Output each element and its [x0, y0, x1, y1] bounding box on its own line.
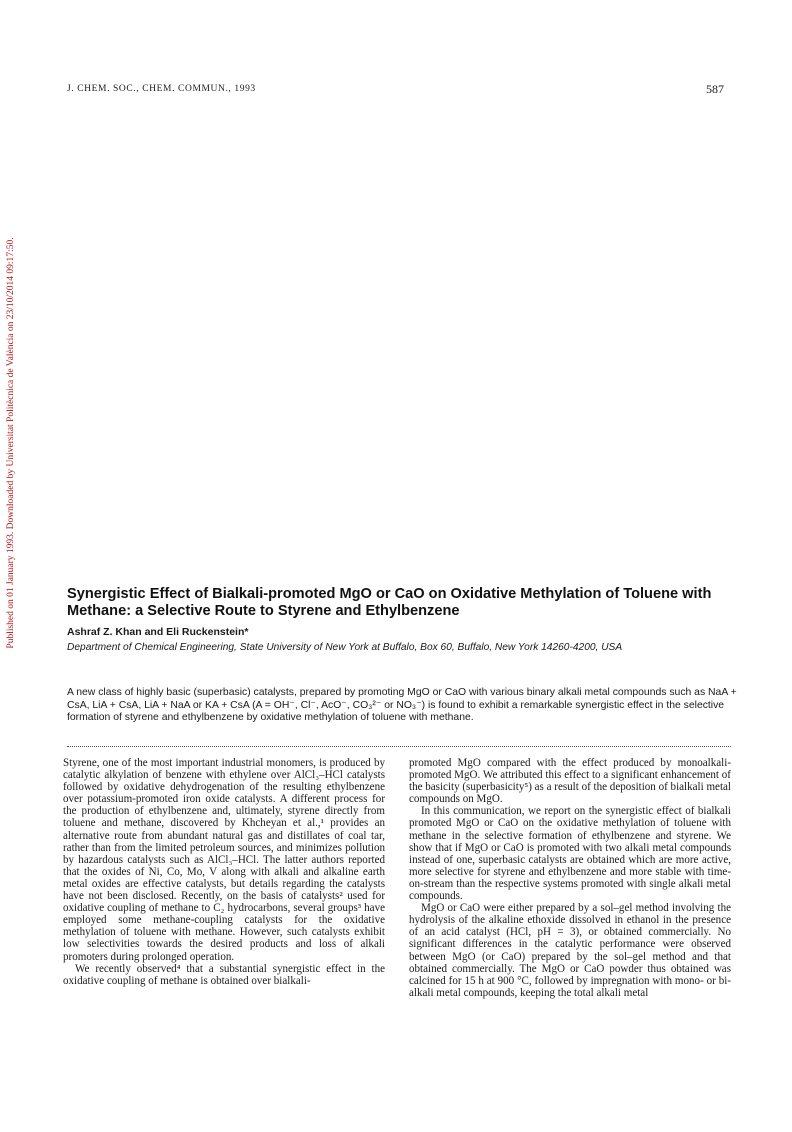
- paragraph: We recently observed⁴ that a substantial synergistic effect in the oxidative coupling of methane is obtained over bialkali-: [63, 962, 385, 987]
- page-number: 587: [706, 82, 724, 96]
- paragraph: promoted MgO compared with the effect produced by monoalkali-promoted MgO. We attributed this effect to a significant enhancement of the basicity (superbasicity⁵) as a result of the deposition of bialkali metal compounds on MgO.: [409, 757, 731, 806]
- body-column-left: [63, 757, 385, 987]
- abstract: A new class of highly basic (superbasic) catalysts, prepared by promoting MgO or CaO with various binary alkali metal compounds such as NaA + CsA, LiA + CsA, LiA + NaA or KA + CsA (A = OH⁻, Cl⁻, AcO⁻, CO₃²⁻ or NO₃⁻) is found to exhibit a remarkable synergistic effect in the selective formation of styrene and ethylbenzene by oxidative methylation of toluene with methane.: [67, 687, 737, 724]
- paragraph: MgO or CaO were either prepared by a sol–gel method involving the hydrolysis of the alkaline ethoxide dissolved in ethanol in the presence of an acid catalyst (HCl, pH = 3), or obtained commercially. No significant differences in the catalytic performance were observed between MgO (or CaO) prepared by the sol–gel method and that obtained commercially. The MgO or CaO powder thus obtained was calcined for 15 h at 900 °C, followed by impregnation with mono- or bi-alkali metal compounds, keeping the total alkali metal: [409, 902, 731, 999]
- affiliation: Department of Chemical Engineering, State University of New York at Buffalo, Box 60, Buffalo, New York 14260-4200, USA: [67, 642, 623, 653]
- running-head: J. CHEM. SOC., CHEM. COMMUN., 1993: [67, 84, 256, 94]
- authors: Ashraf Z. Khan and Eli Ruckenstein*: [67, 626, 249, 638]
- paragraph: Styrene, one of the most important industrial monomers, is produced by catalytic alkylation of benzene with ethylene over AlCl₃–HCl catalysts followed by oxidative dehydrogenation of the resulting ethylbenzene over potassium-promoted iron oxide catalysts. A different process for the production of ethylbenzene and, ultimately, styrene directly from toluene and methane, discovered by Khcheyan et al.,¹ provides an alternative route from abundant natural gas and distillates of coal tar, rather than from the limited petroleum sources, and minimizes pollution by hazardous catalysts such as AlCl₃–HCl. The latter authors reported that the oxides of Ni, Co, Mo, V along with alkali and alkaline earth metal oxides are effective catalysts, but details regarding the catalysts have not been disclosed. Recently, on the basis of catalysts² used for oxidative coupling of methane to C₂ hydrocarbons, several groups³ have employed some methane-coupling catalysts for the oxidative methylation of toluene with methane. However, such catalysts exhibit low selectivities towards the desired products and loss of alkali promoters during prolonged operation.: [63, 757, 385, 963]
- article-title: Synergistic Effect of Bialkali-promoted MgO or CaO on Oxidative Methylation of Toluene with Methane: a Selective Route to Styrene and Ethylbenzene: [67, 586, 712, 619]
- paragraph: In this communication, we report on the synergistic effect of bialkali promoted MgO or CaO on the oxidative methylation of toluene with methane in the selective formation of ethylbenzene and styrene. We show that if MgO or CaO is promoted with two alkali metal compounds instead of one, superbasic catalysts are obtained which are more active, more selective for styrene and ethylbenzene and more stable with time-on-stream than the respective systems promoted with single alkali metal compounds.: [409, 805, 731, 903]
- body-column-right: [409, 757, 731, 999]
- download-notice[interactable]: Published on 01 January 1993. Downloaded by Universitat Politècnica de València on 23/10/2014 09:17:50.: [6, 237, 16, 649]
- section-divider: [67, 746, 731, 747]
